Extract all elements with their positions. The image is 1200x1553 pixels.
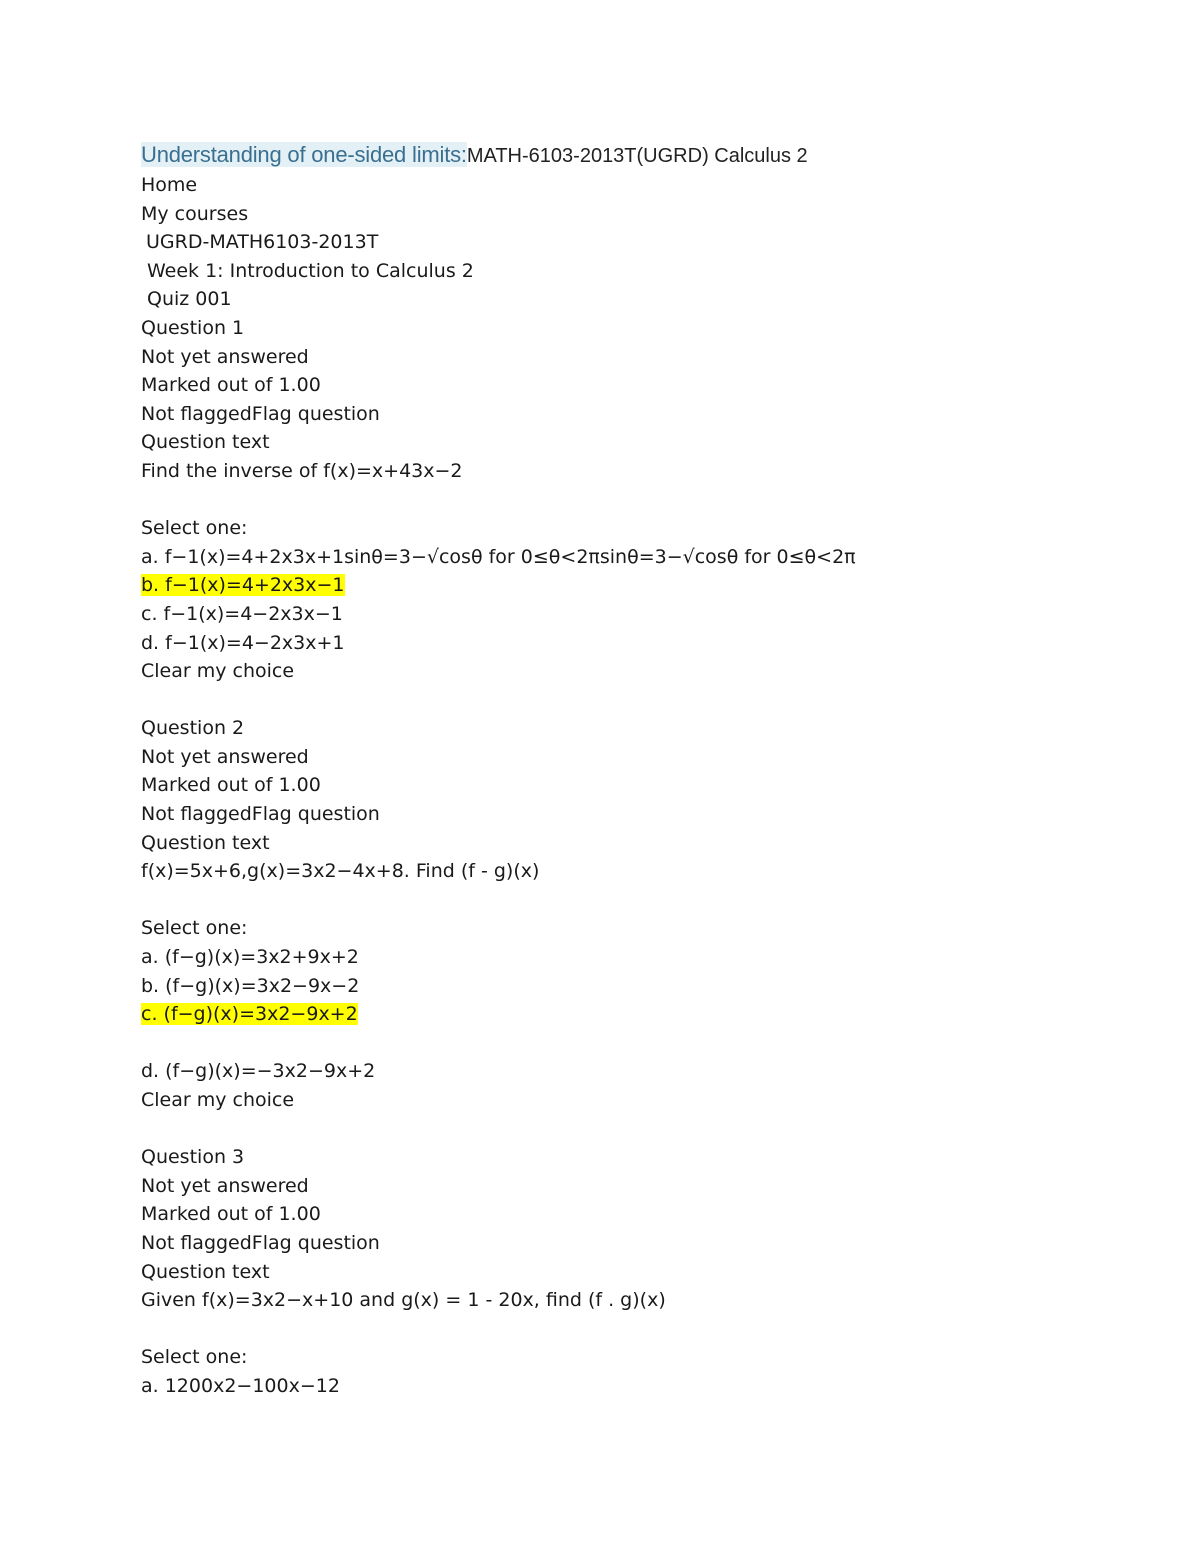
option-text: c. f−1(x)=4−2x3x−1 (141, 602, 343, 625)
question-1-number: Question 1 (141, 316, 245, 339)
question-3-number: Question 3 (141, 1146, 245, 1169)
page-title: Understanding of one-sided limits: (141, 142, 467, 167)
question-1-status: Not yet answered (141, 345, 309, 368)
question-1-text-label: Question text (141, 431, 270, 454)
breadcrumb-quiz[interactable]: Quiz 001 (147, 288, 232, 311)
breadcrumb-week[interactable]: Week 1: Introduction to Calculus 2 (147, 259, 474, 282)
breadcrumb-home[interactable]: Home (141, 174, 198, 196)
question-2-clear-choice[interactable]: Clear my choice (141, 1089, 295, 1111)
spacer (141, 1115, 1141, 1144)
spacer (141, 1029, 1141, 1058)
question-3-select-label: Select one: (141, 1346, 248, 1369)
question-2-select-label: Select one: (141, 917, 248, 940)
question-2-marks: Marked out of 1.00 (141, 774, 321, 797)
option-text: d. f−1(x)=4−2x3x+1 (141, 631, 345, 654)
option-text-highlighted: c. (f−g)(x)=3x2−9x+2 (141, 1003, 358, 1026)
spacer (141, 886, 1141, 915)
question-2-text-label: Question text (141, 831, 270, 854)
option-text-highlighted: b. f−1(x)=4+2x3x−1 (141, 574, 345, 597)
question-3-text-label: Question text (141, 1260, 270, 1283)
question-3-text: Given f(x)=3x2−x+10 and g(x) = 1 - 20x, find (f . g)(x) (141, 1289, 666, 1312)
question-2-option-b[interactable] (141, 972, 1141, 1001)
question-3-status: Not yet answered (141, 1174, 309, 1197)
question-2-flag[interactable]: Not flaggedFlag question (141, 803, 380, 826)
question-2-number: Question 2 (141, 717, 245, 740)
question-1-option-a[interactable] (141, 543, 1141, 572)
question-1-option-b[interactable] (141, 571, 1141, 600)
question-1-marks: Marked out of 1.00 (141, 374, 321, 397)
question-3-flag[interactable]: Not flaggedFlag question (141, 1231, 380, 1254)
question-1-option-d[interactable] (141, 629, 1141, 658)
question-1-text: Find the inverse of f(x)=x+43x−2 (141, 459, 463, 482)
option-text: a. (f−g)(x)=3x2+9x+2 (141, 946, 359, 969)
question-1-flag[interactable]: Not flaggedFlag question (141, 402, 380, 425)
option-text: a. 1200x2−100x−12 (141, 1374, 340, 1397)
question-2-option-c[interactable] (141, 1000, 1141, 1029)
spacer (141, 486, 1141, 515)
question-3-marks: Marked out of 1.00 (141, 1203, 321, 1226)
question-3-option-a[interactable] (141, 1372, 1141, 1401)
breadcrumb-my-courses[interactable]: My courses (141, 202, 249, 225)
question-1-clear-choice[interactable]: Clear my choice (141, 660, 295, 683)
question-2-status: Not yet answered (141, 745, 309, 768)
option-text: a. f−1(x)=4+2x3x+1sinθ=3−√cosθ for 0≤θ<2πsinθ=3−√cosθ for 0≤θ<2π (141, 545, 856, 568)
question-1-select-label: Select one: (141, 517, 248, 540)
option-text: d. (f−g)(x)=−3x2−9x+2 (141, 1060, 376, 1083)
question-1-option-c[interactable] (141, 600, 1141, 629)
option-text: b. (f−g)(x)=3x2−9x−2 (141, 974, 360, 997)
page-title-row (141, 139, 1141, 171)
document-page (141, 139, 1141, 1401)
spacer (141, 686, 1141, 715)
course-name: MATH-6103-2013T(UGRD) Calculus 2 (466, 145, 808, 167)
question-2-option-a[interactable] (141, 943, 1141, 972)
breadcrumb-course-code[interactable]: UGRD-MATH6103-2013T (146, 231, 379, 254)
question-2-text: f(x)=5x+6,g(x)=3x2−4x+8. Find (f - g)(x) (141, 860, 540, 883)
question-2-option-d[interactable] (141, 1057, 1141, 1086)
spacer (141, 1315, 1141, 1344)
